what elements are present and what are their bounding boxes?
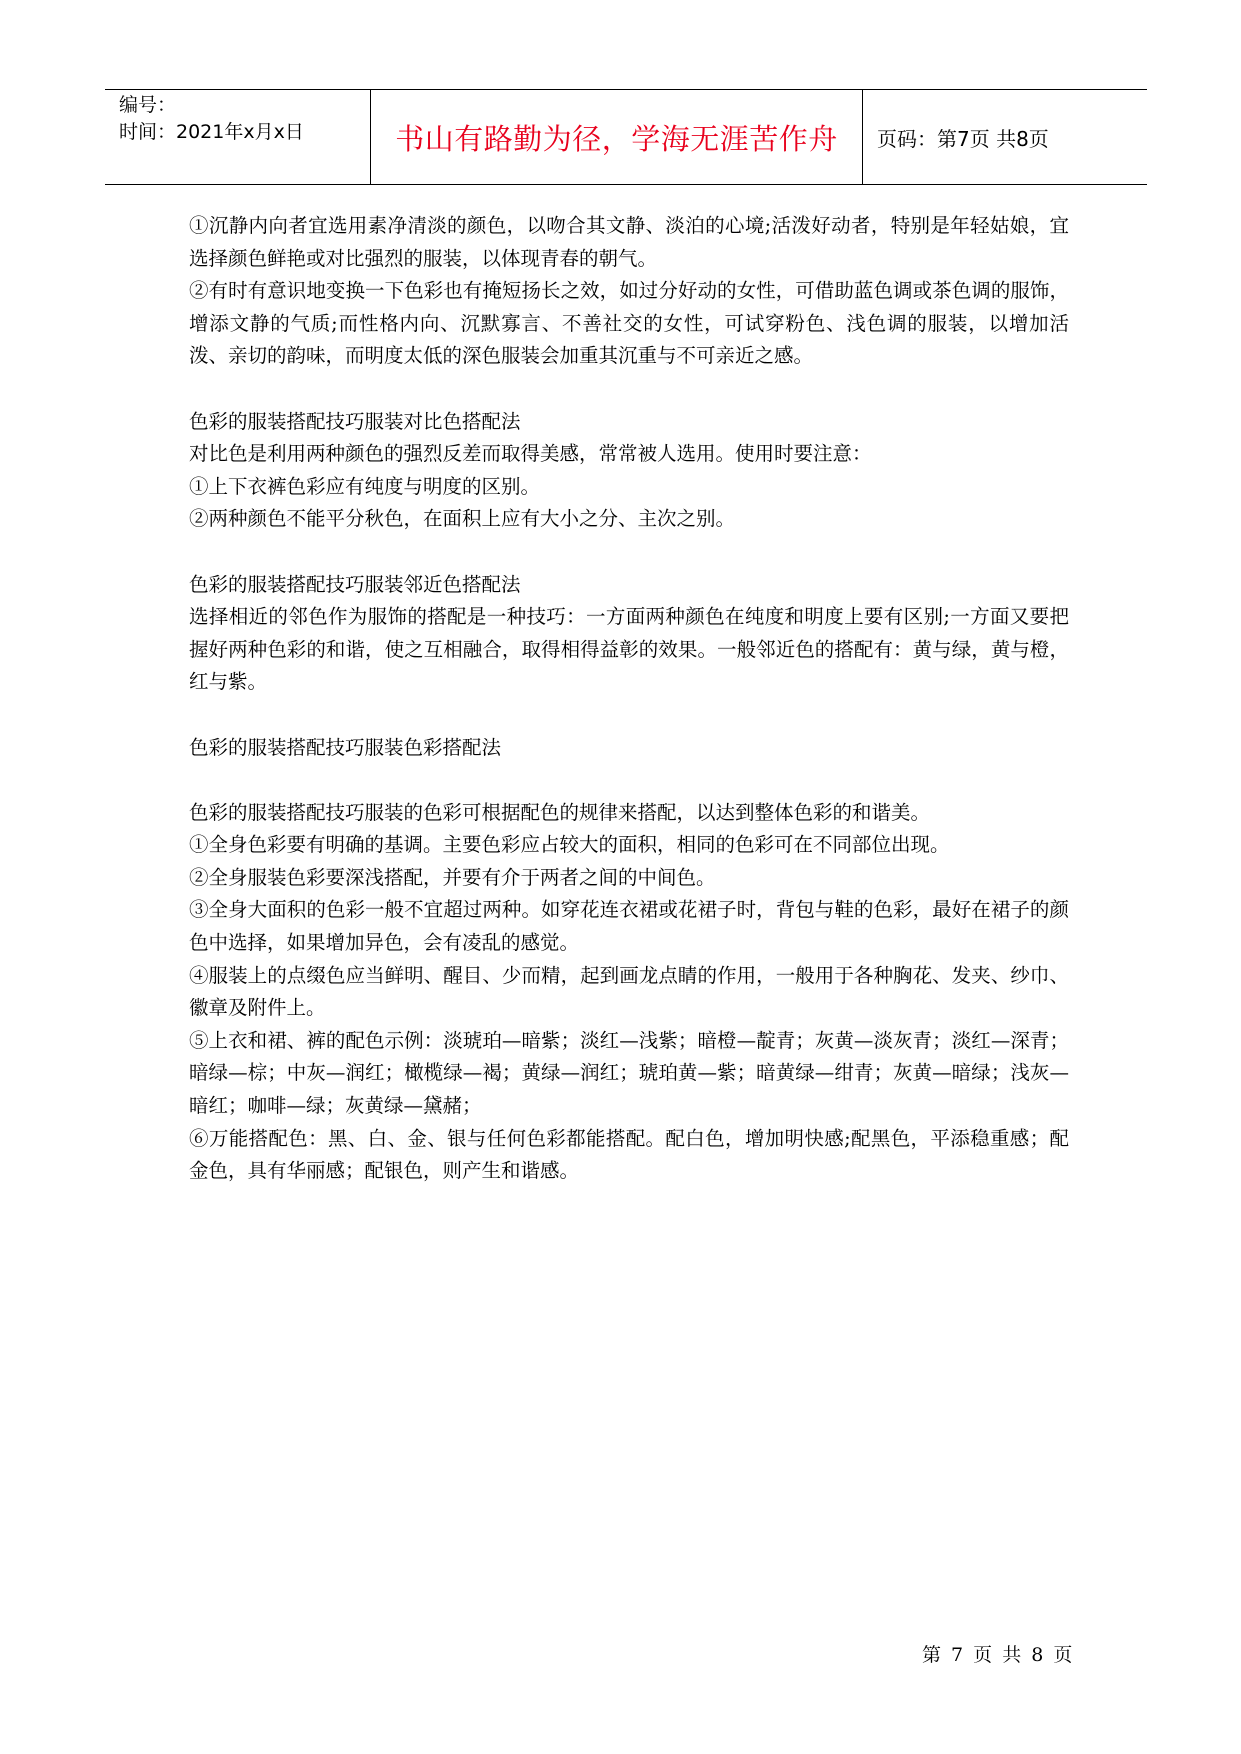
page-header bbox=[105, 89, 1147, 185]
paragraph: ④服装上的点缀色应当鲜明、醒目、少而精，起到画龙点睛的作用，一般用于各种胸花、发夹、纱巾、徽章及附件上。 bbox=[189, 963, 1069, 1020]
time-label: 时间：2021年x月x日 bbox=[119, 121, 304, 143]
paragraph: ③全身大面积的色彩一般不宜超过两种。如穿花连衣裙或花裙子时，背包与鞋的色彩，最好在裙子的颜色中选择，如果增加异色，会有凌乱的感觉。 bbox=[189, 898, 1069, 955]
paragraph: ①上下衣裤色彩应有纯度与明度的区别。 bbox=[189, 474, 541, 498]
blank-line bbox=[189, 699, 1069, 732]
paragraph: 色彩的服装搭配技巧服装的色彩可根据配色的规律来搭配，以达到整体色彩的和谐美。 bbox=[189, 800, 931, 824]
paragraph: ①全身色彩要有明确的基调。主要色彩应占较大的面积，相同的色彩可在不同部位出现。 bbox=[189, 833, 950, 857]
body-text bbox=[189, 210, 1069, 1188]
paragraph: ②全身服装色彩要深浅搭配，并要有介于两者之间的中间色。 bbox=[189, 865, 716, 889]
blank-line bbox=[189, 764, 1069, 797]
paragraph: 选择相近的邻色作为服饰的搭配是一种技巧：一方面两种颜色在纯度和明度上要有区别;一方面又要把握好两种色彩的和谐，使之互相融合，取得相得益彰的效果。一般邻近色的搭配有：黄与绿，黄与橙，红与紫。 bbox=[189, 605, 1069, 694]
header-page-code: 页码：第7页 共8页 bbox=[877, 126, 1049, 151]
serial-label: 编号： bbox=[119, 94, 177, 116]
paragraph: ①沉静内向者宜选用素净清淡的颜色，以吻合其文静、淡泊的心境;活泼好动者，特别是年轻姑娘，宜选择颜色鲜艳或对比强烈的服装，以体现青春的朝气。 bbox=[189, 214, 1069, 270]
page-footer: 第 7 页 共 8 页 bbox=[922, 1644, 1075, 1666]
blank-line bbox=[189, 536, 1069, 569]
section-heading: 色彩的服装搭配技巧服装对比色搭配法 bbox=[189, 409, 521, 433]
section-heading: 色彩的服装搭配技巧服装色彩搭配法 bbox=[189, 735, 502, 759]
paragraph: 对比色是利用两种颜色的强烈反差而取得美感，常常被人选用。使用时要注意： bbox=[189, 442, 872, 466]
paragraph: ②两种颜色不能平分秋色，在面积上应有大小之分、主次之别。 bbox=[189, 507, 736, 531]
header-meta bbox=[105, 90, 371, 184]
paragraph: ②有时有意识地变换一下色彩也有掩短扬长之效，如过分好动的女性，可借助蓝色调或茶色调的服饰，增添文静的气质;而性格内向、沉默寡言、不善社交的女性，可试穿粉色、浅色调的服装，以增加活泼、亲切的韵味，而明度太低的深色服装会加重其沉重与不可亲近之感。 bbox=[189, 279, 1069, 368]
paragraph: ⑤上衣和裙、裤的配色示例：淡琥珀—暗紫；淡红—浅紫；暗橙—靛青；灰黄—淡灰青；淡红—深青；暗绿—棕；中灰—润红；橄榄绿—褐；黄绿—润红；琥珀黄—紫；暗黄绿—绀青；灰黄—暗绿；浅灰—暗红；咖啡—绿；灰黄绿—黛赭； bbox=[189, 1028, 1069, 1118]
header-motto: 书山有路勤为径，学海无涯苦作舟 bbox=[371, 90, 863, 184]
blank-line bbox=[189, 373, 1069, 406]
paragraph: ⑥万能搭配色：黑、白、金、银与任何色彩都能搭配。配白色，增加明快感;配黑色，平添稳重感；配金色，具有华丽感；配银色，则产生和谐感。 bbox=[189, 1126, 1069, 1183]
section-heading: 色彩的服装搭配技巧服装邻近色搭配法 bbox=[189, 572, 521, 596]
